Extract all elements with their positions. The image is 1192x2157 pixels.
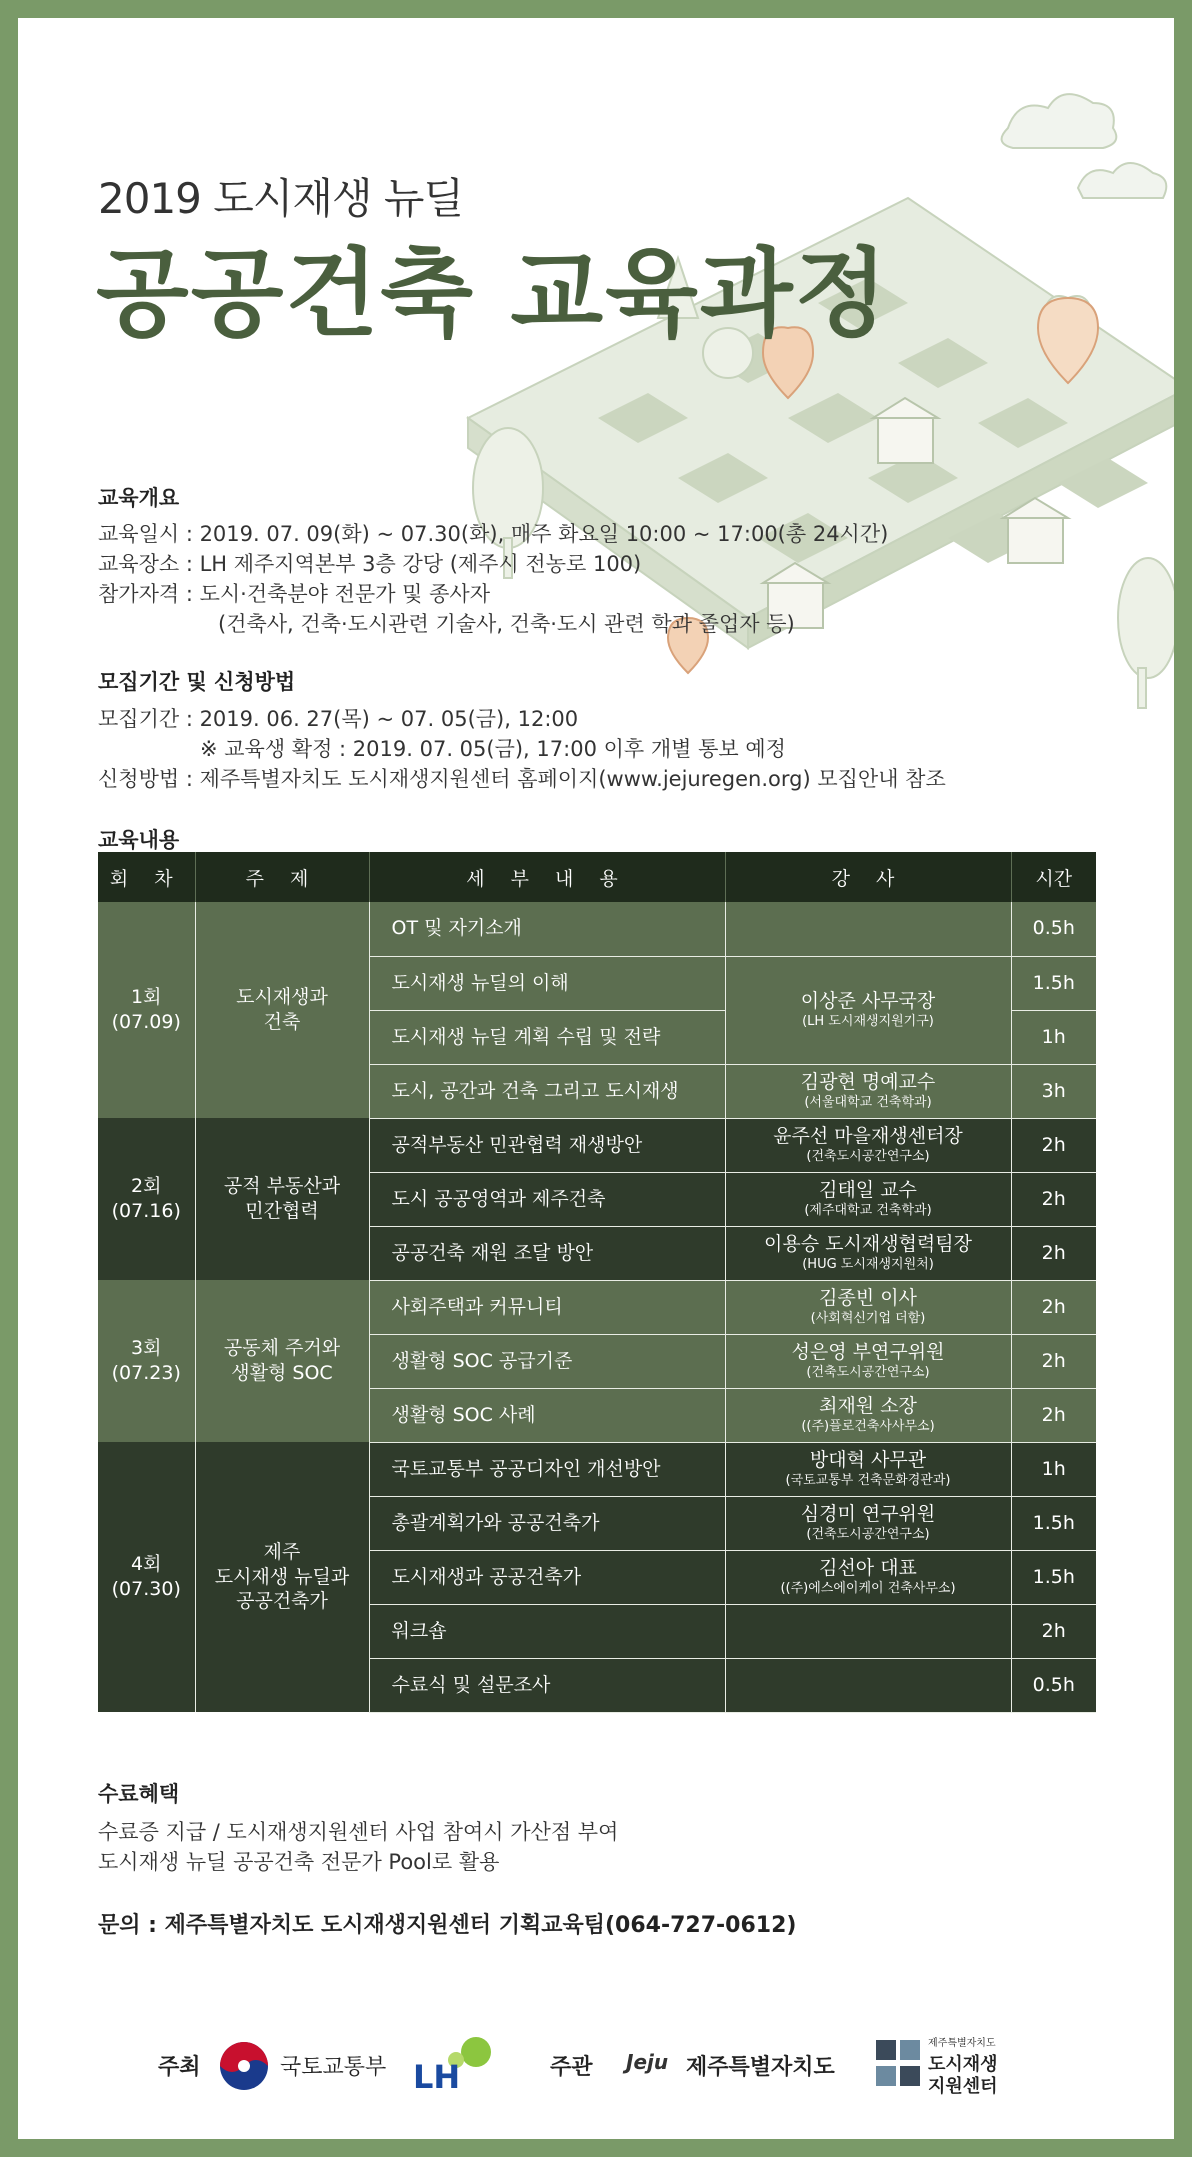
table-row	[98, 1118, 1096, 1172]
lecturer-cell	[725, 1658, 1011, 1712]
lecturer-cell	[725, 1334, 1011, 1388]
lecturer-name: 최재원 소장	[819, 1395, 917, 1418]
time-cell: 1h	[1011, 1010, 1096, 1064]
lecturer-cell	[725, 1172, 1011, 1226]
lecturer-cell	[725, 902, 1011, 956]
time-cell: 1.5h	[1011, 1550, 1096, 1604]
recruit-line-period: 모집기간 : 2019. 06. 27(목) ~ 07. 05(금), 12:00	[98, 707, 579, 731]
lecturer-name: 윤주선 마을재생센터장	[773, 1125, 963, 1148]
lecturer-cell	[725, 1604, 1011, 1658]
lecturer-cell	[725, 1118, 1011, 1172]
topic-cell	[195, 1442, 369, 1712]
detail-cell: 국토교통부 공공디자인 개선방안	[369, 1442, 725, 1496]
session-cell	[98, 1118, 195, 1280]
lecturer-affiliation: (HUG 도시재생지원처)	[802, 1256, 934, 1272]
detail-cell: 사회주택과 커뮤니티	[369, 1280, 725, 1334]
regen-center-small: 제주특별자치도	[928, 2038, 996, 2049]
lecturer-cell	[725, 1064, 1011, 1118]
topic-cell	[195, 902, 369, 1118]
lecturer-name: 김태일 교수	[819, 1179, 917, 1202]
time-cell: 2h	[1011, 1604, 1096, 1658]
lecturer-affiliation: (건축도시공간연구소)	[806, 1364, 930, 1380]
page-title: 공공건축 교육과정	[96, 238, 890, 350]
time-cell: 2h	[1011, 1388, 1096, 1442]
recruit-heading: 모집기간 및 신청방법	[98, 670, 296, 694]
time-cell: 1.5h	[1011, 1496, 1096, 1550]
recruit-line-notice: ※ 교육생 확정 : 2019. 07. 05(금), 17:00 이후 개별 통보 예정	[200, 737, 786, 761]
time-cell: 0.5h	[1011, 902, 1096, 956]
lecturer-cell	[725, 1226, 1011, 1280]
detail-cell: 도시재생 뉴딜 계획 수립 및 전략	[369, 1010, 725, 1064]
session-cell	[98, 1442, 195, 1712]
session-label: 2회	[131, 1175, 162, 1198]
lecturer-name: 김선아 대표	[819, 1557, 917, 1580]
content-heading: 교육내용	[98, 828, 180, 852]
overview-line-place: 교육장소 : LH 제주지역본부 3층 강당 (제주시 전농로 100)	[98, 552, 642, 576]
lecturer-name: 김종빈 이사	[819, 1287, 917, 1310]
overview-heading: 교육개요	[98, 486, 180, 510]
detail-cell: 생활형 SOC 공급기준	[369, 1334, 725, 1388]
lecturer-affiliation: (건축도시공간연구소)	[806, 1526, 930, 1542]
jeju-org-name: 제주특별자치도	[686, 2055, 835, 2080]
detail-cell: 공적부동산 민관협력 재생방안	[369, 1118, 725, 1172]
col-header-detail: 세 부 내 용	[369, 852, 725, 902]
lecturer-affiliation: (사회혁신기업 더함)	[810, 1310, 926, 1326]
lecturer-affiliation: (건축도시공간연구소)	[806, 1148, 930, 1164]
col-header-lecturer: 강 사	[725, 852, 1011, 902]
detail-cell: 공공건축 재원 조달 방안	[369, 1226, 725, 1280]
host-label: 주최	[158, 2055, 201, 2080]
session-label: 3회	[131, 1337, 162, 1360]
session-label: 4회	[131, 1553, 162, 1576]
session-date: (07.23)	[111, 1362, 181, 1384]
time-cell: 0.5h	[1011, 1658, 1096, 1712]
lecturer-name: 김광현 명예교수	[800, 1071, 936, 1094]
topic-line: 공공건축가	[236, 1590, 328, 1613]
lecturer-affiliation: ((주)플로건축사사무소)	[801, 1418, 935, 1434]
benefits-line: 수료증 지급 / 도시재생지원센터 사업 참여시 가산점 부여	[98, 1820, 619, 1844]
ministry-name: 국토교통부	[280, 2055, 387, 2080]
topic-line: 민간협력	[245, 1200, 319, 1222]
lecturer-affiliation: (국토교통부 건축문화경관과)	[785, 1472, 951, 1488]
time-cell: 2h	[1011, 1172, 1096, 1226]
lecturer-cell	[725, 1388, 1011, 1442]
table-row	[98, 1442, 1096, 1496]
table-header-row	[98, 852, 1096, 902]
detail-cell: 도시 공공영역과 제주건축	[369, 1172, 725, 1226]
time-cell: 2h	[1011, 1280, 1096, 1334]
lecturer-cell	[725, 1280, 1011, 1334]
session-date: (07.30)	[111, 1578, 181, 1600]
topic-line: 건축	[263, 1011, 301, 1033]
topic-line: 도시재생과	[236, 986, 328, 1009]
detail-cell: 도시재생과 공공건축가	[369, 1550, 725, 1604]
lecturer-affiliation: (LH 도시재생지원기구)	[802, 1013, 934, 1029]
lecturer-name: 심경미 연구위원	[800, 1503, 936, 1526]
recruit-line-apply: 신청방법 : 제주특별자치도 도시재생지원센터 홈페이지(www.jejuregen.org) 모집안내 참조	[98, 767, 946, 791]
lecturer-cell	[725, 1496, 1011, 1550]
organizer-label: 주관	[550, 2055, 593, 2080]
session-cell	[98, 1280, 195, 1442]
time-cell: 2h	[1011, 1226, 1096, 1280]
topic-line: 공적 부동산과	[223, 1175, 341, 1198]
topic-line: 생활형 SOC	[231, 1362, 333, 1384]
detail-cell: 워크숍	[369, 1604, 725, 1658]
topic-line: 제주	[263, 1540, 301, 1563]
topic-line: 공동체 주거와	[223, 1337, 341, 1360]
time-cell: 1.5h	[1011, 956, 1096, 1010]
schedule-table	[98, 852, 1096, 1713]
overview-line-eligibility: 참가자격 : 도시·건축분야 전문가 및 종사자	[98, 582, 490, 606]
lh-logo-text: LH	[413, 2058, 461, 2096]
detail-cell: 수료식 및 설문조사	[369, 1658, 725, 1712]
topic-cell	[195, 1280, 369, 1442]
session-cell	[98, 902, 195, 1118]
lecturer-name: 성은영 부연구위원	[791, 1341, 945, 1364]
ministry-emblem-icon	[218, 2040, 270, 2092]
col-header-session: 회 차	[98, 852, 195, 902]
subtitle: 2019 도시재생 뉴딜	[98, 174, 464, 223]
contact-info: 문의 : 제주특별자치도 도시재생지원센터 기획교육팀(064-727-0612)	[98, 1913, 797, 1938]
table-row	[98, 1280, 1096, 1334]
poster	[18, 18, 1174, 2139]
regen-center-line1: 도시재생	[928, 2054, 998, 2075]
overview-line-date: 교육일시 : 2019. 07. 09(화) ~ 07.30(화), 매주 화요일 10:00 ~ 17:00(총 24시간)	[98, 522, 889, 546]
topic-cell	[195, 1118, 369, 1280]
detail-cell: 도시, 공간과 건축 그리고 도시재생	[369, 1064, 725, 1118]
detail-cell: 도시재생 뉴딜의 이해	[369, 956, 725, 1010]
overview-line-eligibility-detail: (건축사, 건축·도시관련 기술사, 건축·도시 관련 학과 졸업자 등)	[218, 612, 795, 636]
lecturer-cell	[725, 956, 1011, 1064]
time-cell: 3h	[1011, 1064, 1096, 1118]
regen-center-logo-icon	[876, 2040, 922, 2090]
benefits-line: 도시재생 뉴딜 공공건축 전문가 Pool로 활용	[98, 1850, 500, 1874]
col-header-topic: 주 제	[195, 852, 369, 902]
benefits-heading: 수료혜택	[98, 1782, 180, 1806]
time-cell: 2h	[1011, 1334, 1096, 1388]
table-row	[98, 902, 1096, 956]
regen-center-line2: 지원센터	[928, 2076, 998, 2097]
session-label: 1회	[131, 986, 162, 1009]
lecturer-name: 이상준 사무국장	[800, 990, 936, 1013]
lecturer-affiliation: ((주)에스에이케이 건축사무소)	[780, 1580, 956, 1596]
lecturer-name: 이용승 도시재생협력팀장	[764, 1233, 972, 1256]
col-header-time: 시간	[1011, 852, 1096, 902]
detail-cell: 생활형 SOC 사례	[369, 1388, 725, 1442]
footer-logos	[18, 2026, 1174, 2106]
detail-cell: OT 및 자기소개	[369, 902, 725, 956]
city-illustration	[448, 58, 1174, 778]
topic-line: 도시재생 뉴딜과	[214, 1565, 350, 1588]
detail-cell: 총괄계획가와 공공건축가	[369, 1496, 725, 1550]
jeju-mark: Jeju	[626, 2050, 669, 2074]
lecturer-affiliation: (서울대학교 건축학과)	[804, 1094, 932, 1110]
time-cell: 2h	[1011, 1118, 1096, 1172]
session-date: (07.16)	[111, 1200, 181, 1222]
lecturer-cell	[725, 1442, 1011, 1496]
lecturer-affiliation: (제주대학교 건축학과)	[804, 1202, 932, 1218]
session-date: (07.09)	[111, 1011, 181, 1033]
lecturer-name: 방대혁 사무관	[809, 1449, 927, 1472]
time-cell: 1h	[1011, 1442, 1096, 1496]
lecturer-cell	[725, 1550, 1011, 1604]
